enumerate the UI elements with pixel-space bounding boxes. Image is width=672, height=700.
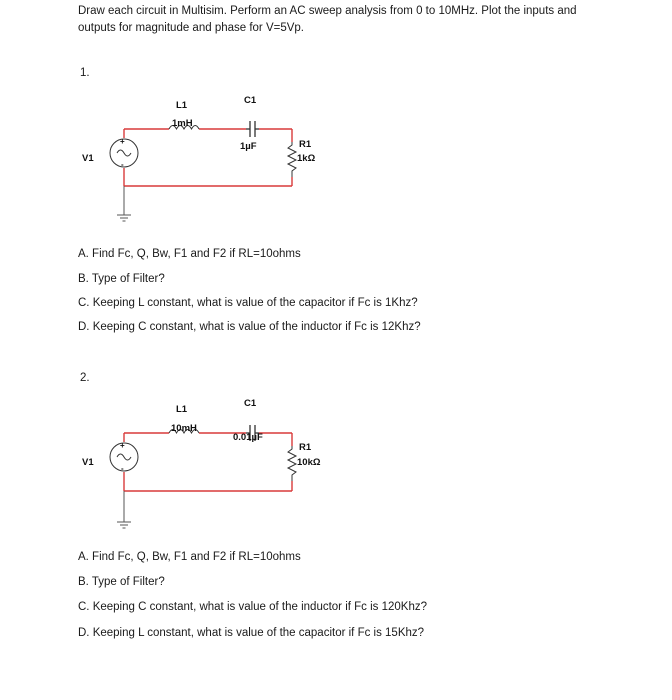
svg-text:-: - bbox=[121, 464, 124, 473]
problem-1-number: 1. bbox=[80, 67, 90, 79]
inductor-name-label: L1 bbox=[176, 404, 188, 415]
instructions-text: Draw each circuit in Multisim. Perform an AC sweep analysis from 0 to 10MHz. Plot the inputs and outputs for magnitude and phase for V=5Vp. bbox=[78, 5, 577, 34]
resistor-name-label: R1 bbox=[299, 442, 312, 453]
source-label: V1 bbox=[82, 153, 94, 164]
resistor-icon bbox=[288, 446, 296, 481]
problem-2-question-d: D. Keeping L constant, what is value of the capacitor if Fc is 15Khz? bbox=[78, 627, 425, 639]
ac-source-icon bbox=[110, 137, 138, 169]
resistor-value-label: 1kΩ bbox=[297, 153, 316, 164]
problem-1-question-b: B. Type of Filter? bbox=[78, 273, 165, 285]
source-label: V1 bbox=[82, 457, 94, 468]
resistor-icon bbox=[288, 142, 296, 177]
inductor-name-label: L1 bbox=[176, 100, 188, 111]
problem-2-question-a: A. Find Fc, Q, Bw, F1 and F2 if RL=10ohms bbox=[78, 551, 301, 563]
capacitor-value-label: 1µF bbox=[240, 141, 257, 152]
problem-2-question-c: C. Keeping C constant, what is value of the inductor if Fc is 120Khz? bbox=[78, 601, 428, 613]
ac-source-icon bbox=[110, 441, 138, 473]
problem-1-question-a: A. Find Fc, Q, Bw, F1 and F2 if RL=10ohms bbox=[78, 248, 301, 260]
inductor-value-label: 1mH bbox=[172, 118, 193, 129]
capacitor-icon bbox=[246, 121, 259, 137]
problem-2-number: 2. bbox=[80, 372, 90, 384]
ground-icon bbox=[117, 186, 131, 221]
problem-1-question-d: D. Keeping C constant, what is value of the inductor if Fc is 12Khz? bbox=[78, 321, 421, 333]
capacitor-name-label: C1 bbox=[244, 398, 257, 409]
ground-icon bbox=[117, 491, 131, 528]
svg-text:-: - bbox=[121, 160, 124, 169]
capacitor-name-label: C1 bbox=[244, 95, 257, 106]
problem-1-question-c: C. Keeping L constant, what is value of the capacitor if Fc is 1Khz? bbox=[78, 297, 418, 309]
resistor-value-label: 10kΩ bbox=[297, 457, 321, 468]
inductor-value-label: 10mH bbox=[171, 423, 197, 434]
resistor-name-label: R1 bbox=[299, 139, 312, 150]
svg-text:+: + bbox=[120, 137, 125, 146]
circuit-1-schematic bbox=[0, 85, 672, 275]
svg-text:+: + bbox=[120, 441, 125, 450]
problem-2-question-b: B. Type of Filter? bbox=[78, 576, 165, 588]
capacitor-value-label: 0.01µF bbox=[233, 432, 263, 443]
